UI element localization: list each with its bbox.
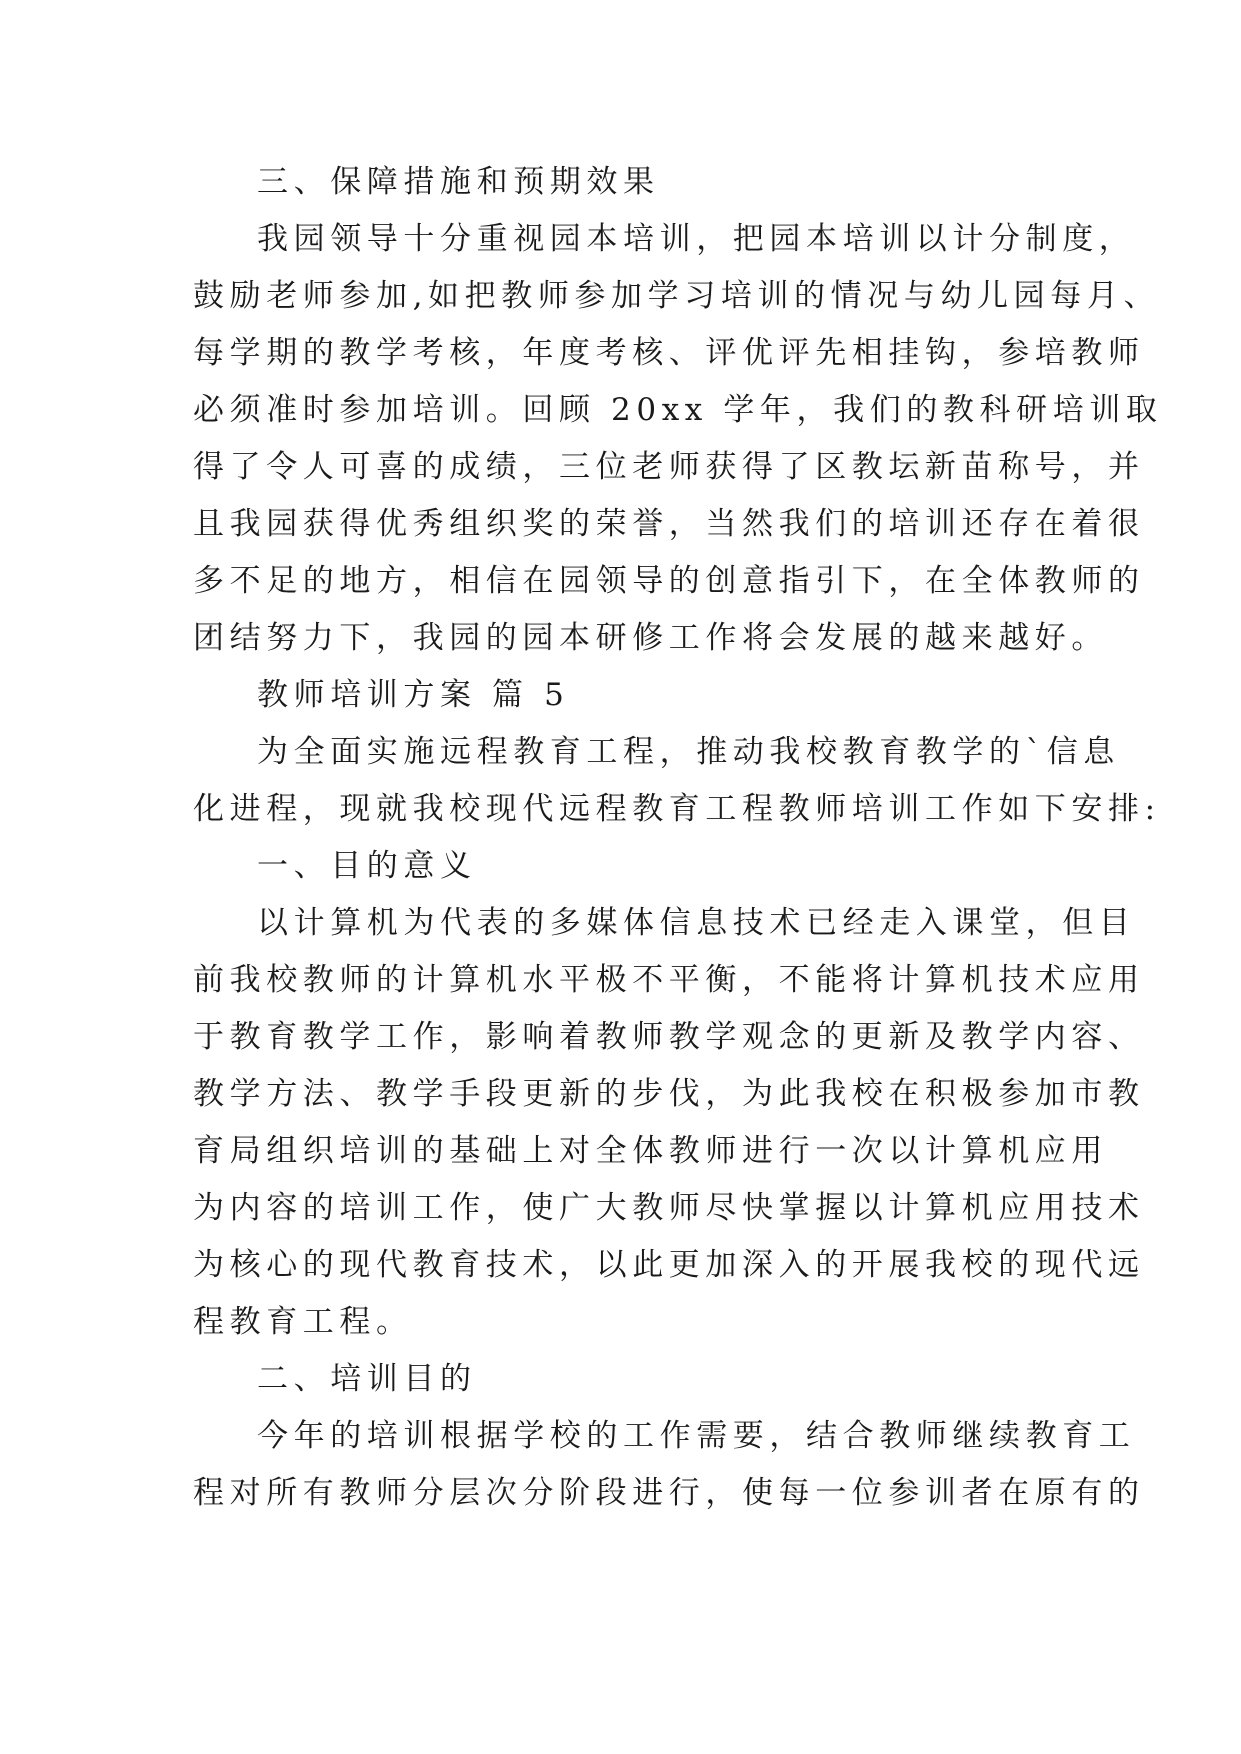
- paragraph-line: 今年的培训根据学校的工作需要，结合教师继续教育工: [257, 1418, 1136, 1454]
- paragraph-line: 以计算机为代表的多媒体信息技术已经走入课堂，但目: [257, 905, 1136, 941]
- section-heading: 三、保障措施和预期效果: [257, 164, 660, 200]
- section-heading: 一、目的意义: [257, 848, 477, 884]
- paragraph-line: 为核心的现代教育技术，以此更加深入的开展我校的现代远: [193, 1247, 1145, 1283]
- paragraph-line: 团结努力下，我园的园本研修工作将会发展的越来越好。: [193, 620, 1108, 656]
- paragraph-line: 教学方法、教学手段更新的步伐，为此我校在积极参加市教: [193, 1076, 1145, 1112]
- section-title: 教师培训方案 篇 5: [257, 677, 570, 713]
- paragraph-line: 多不足的地方，相信在园领导的创意指引下，在全体教师的: [193, 563, 1145, 599]
- paragraph-line: 我园领导十分重视园本培训，把园本培训以计分制度，: [257, 221, 1136, 257]
- paragraph-line: 为全面实施远程教育工程，推动我校教育教学的`信息: [257, 734, 1120, 770]
- paragraph-line: 于教育教学工作，影响着教师教学观念的更新及教学内容、: [193, 1019, 1145, 1055]
- paragraph-line: 且我园获得优秀组织奖的荣誉，当然我们的培训还存在着很: [193, 506, 1145, 542]
- paragraph-line: 得了令人可喜的成绩，三位老师获得了区教坛新苗称号，并: [193, 449, 1145, 485]
- paragraph-line: 每学期的教学考核，年度考核、评优评先相挂钩，参培教师: [193, 335, 1145, 371]
- paragraph-line: 程对所有教师分层次分阶段进行，使每一位参训者在原有的: [193, 1475, 1145, 1511]
- section-heading: 二、培训目的: [257, 1361, 477, 1397]
- paragraph-line: 为内容的培训工作，使广大教师尽快掌握以计算机应用技术: [193, 1190, 1145, 1226]
- paragraph-line: 育局组织培训的基础上对全体教师进行一次以计算机应用: [193, 1133, 1108, 1169]
- paragraph-line: 必须准时参加培训。回顾 20xx 学年，我们的教科研培训取: [193, 392, 1163, 428]
- paragraph-line: 化进程，现就我校现代远程教育工程教师培训工作如下安排:: [193, 791, 1161, 827]
- paragraph-line: 鼓励老师参加,如把教师参加学习培训的情况与幼儿园每月、: [193, 278, 1161, 314]
- paragraph-line: 前我校教师的计算机水平极不平衡，不能将计算机技术应用: [193, 962, 1145, 998]
- paragraph-line: 程教育工程。: [193, 1304, 413, 1340]
